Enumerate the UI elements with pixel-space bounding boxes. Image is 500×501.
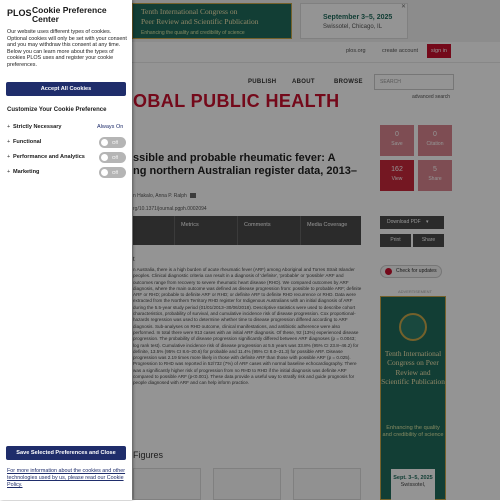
advertisement-label: ADVERTISEMENT	[398, 289, 432, 294]
share-button[interactable]: Share	[413, 234, 444, 247]
create-account-link[interactable]: create account	[382, 48, 419, 54]
category-functional[interactable]	[7, 139, 127, 151]
always-on-label: Always On	[97, 124, 124, 130]
metric-label: Citation	[426, 141, 444, 147]
advanced-search-link[interactable]: advanced search	[412, 94, 451, 100]
performance-toggle[interactable]	[99, 152, 126, 163]
side-ad-title: Tenth International Congress on Peer Review and Scientific Publication	[381, 349, 445, 386]
article-title-line1: ssible and probable rheumatic fever: A	[133, 152, 336, 164]
consent-description: Our website uses different types of cookies. Optional cookies will only be set with your consent and you may withdraw this consent at any time. Below you can learn more about the types of cookies PLOS uses and register your cookie preferences.	[7, 29, 127, 68]
save-preferences-button[interactable]: Save Selected Preferences and Close	[6, 446, 126, 460]
abstract-heading: t	[133, 257, 135, 263]
category-label: Strictly Necessary	[13, 124, 62, 130]
article-title-line2: ng northern Australian register data, 2013–	[133, 165, 357, 177]
nav-publish[interactable]: PUBLISH	[248, 79, 277, 85]
tab-media-coverage[interactable]: Media Coverage	[300, 216, 361, 245]
authors-text: n Hakalo, Anna P. Ralph	[133, 193, 187, 199]
plos-logo: PLOS	[7, 8, 32, 18]
metric-label: Share	[428, 176, 442, 182]
figures-heading: Figures	[133, 450, 164, 460]
journal-title[interactable]: OBAL PUBLIC HEALTH	[133, 91, 340, 111]
banner-ad-line1: Tenth International Congress on	[141, 7, 238, 16]
customize-heading: Customize Your Cookie Preference	[7, 107, 107, 113]
metric-value: 0	[433, 131, 437, 138]
check-updates-label: Check for updates	[396, 268, 437, 274]
ad-close-icon[interactable]: ✕	[401, 4, 407, 10]
toggle-knob	[101, 169, 108, 176]
expand-icon[interactable]: +	[7, 154, 11, 160]
toggle-state: Off	[112, 140, 118, 145]
expand-icon[interactable]: +	[7, 169, 11, 175]
marketing-toggle[interactable]	[99, 167, 126, 178]
expand-icon[interactable]: +	[7, 139, 11, 145]
doi-link[interactable]: rg/10.1371/journal.pgph.0002094	[133, 206, 207, 212]
banner-ad-line2: Peer Review and Scientific Publication	[141, 17, 259, 26]
category-label: Marketing	[13, 169, 40, 175]
category-marketing[interactable]	[7, 169, 127, 181]
nav-browse[interactable]: BROWSE	[334, 79, 363, 85]
side-ad-tagline: Enhancing the quality and credibility of science	[382, 425, 444, 438]
cookie-preference-panel	[0, 0, 132, 500]
abstract-text: n Australia, there is a high burden of acute rheumatic fever (ARF) among Aboriginal and Torres Strait Islander peoples. Clinical diagnostic criteria can result in a diagnosis of 'definite', 'probable' or 'possible' ARF and outcomes range from recovery to severe rheumatic heart disease (RHD). We compared outcomes by ARF diagnosis, where the main outcome was defined as disease progression from: possible to probable ARF; definite ARF or RHD; probable to definite ARF or RHD; or definite ARF to definite RHD recurrence or RHD. Data were extracted from the Northern Territory RHD register for Indigenous Australians with an initial diagnosis of ARF during the 5.5-year study period (01/01/2013–30/06/2018). Descriptive statistics were used to describe cohort characteristics, probability of survival, and cumulative incidence risk of disease progression. Cox proportional-hazards regression was used to determine whether time to disease progression differed according to ARF diagnosis. Sub-analyses on RHD outcome, clinical manifestations, and antibiotic adherence were also performed. In total there were 913 cases with an initial ARF diagnosis. Of these, 92 (13%) experienced disease progression. The probability of disease progression significantly differed between ARF diagnoses (p = 0.0043; log rank test). Cumulative incidence risk of disease progression at 5.5 years was 33.8% (95% CI 23.8–46.2) for definite, 13.5% (95% CI 8.6–20.6) for probable and 11.4% (95% CI 8.0–21.3) for possible ARF. Disease progression was 2.19 times more likely in those with definite ARF than those with possible ARF (p = 0.025). Progression to RHD was reported in 52/732 (7%) of ARF cases with normal baseline echocardiography. There was a significantly higher risk of progression from no RHD to RHD if the initial diagnosis was definite ARF compared to possible ARF (p<0.001). These data provide a useful way to stratify risk and guide prognosis for people diagnosed with ARF and can help inform practice.	[133, 267, 362, 386]
expand-icon[interactable]: +	[7, 124, 11, 130]
toggle-state: Off	[112, 170, 118, 175]
toggle-knob	[101, 139, 108, 146]
search-input[interactable]: SEARCH	[374, 74, 454, 90]
accept-all-button[interactable]: Accept All Cookies	[6, 82, 126, 96]
consent-title: Cookie Preference Center	[32, 5, 107, 24]
download-label: Download PDF	[387, 219, 421, 225]
functional-toggle[interactable]	[99, 137, 126, 148]
side-ad-location: Swissotel,	[400, 482, 426, 488]
banner-dates: September 3–5, 2025	[323, 14, 393, 21]
print-button[interactable]: Print	[380, 234, 411, 247]
banner-location: Swissotel, Chicago, IL	[323, 24, 383, 30]
category-label: Performance and Analytics	[13, 154, 85, 160]
plos-org-link[interactable]: plos.org	[346, 48, 366, 54]
metric-value: 0	[395, 131, 399, 138]
nav-about[interactable]: ABOUT	[292, 79, 315, 85]
banner-ad-tagline: Enhancing the quality and credibility of science	[141, 30, 245, 36]
sign-in-button[interactable]: sign in	[427, 44, 451, 58]
metric-value: 5	[433, 166, 437, 173]
category-label: Functional	[13, 139, 42, 145]
tab-comments[interactable]: Comments	[237, 216, 300, 245]
tab-metrics[interactable]: Metrics	[174, 216, 237, 245]
category-performance-analytics[interactable]	[7, 154, 127, 166]
metric-label: View	[391, 176, 403, 182]
cookie-policy-link[interactable]: For more information about the cookies and other technologies used by us, please read our Cookie Policy.	[7, 468, 126, 488]
toggle-knob	[101, 154, 108, 161]
metric-value: 162	[391, 166, 403, 173]
toggle-state: Off	[112, 155, 118, 160]
chevron-down-icon: ▾	[426, 219, 429, 225]
category-strictly-necessary[interactable]	[7, 124, 127, 136]
side-ad-dates-text: Sept. 3–5, 2025	[393, 475, 433, 481]
metric-label: Save	[391, 141, 403, 147]
